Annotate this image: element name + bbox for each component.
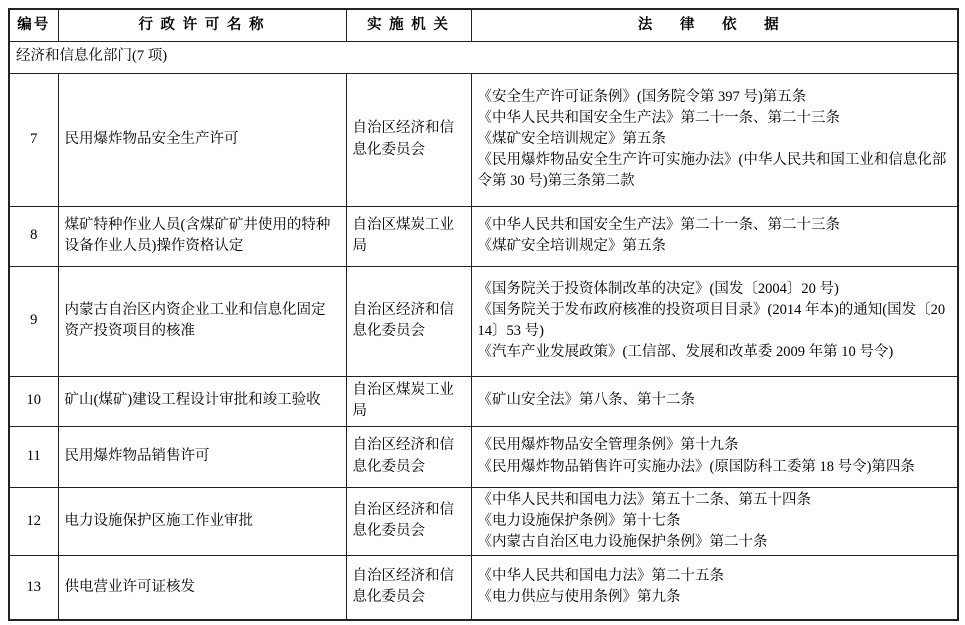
table-row [9, 555, 958, 620]
cell-agency: 自治区煤炭工业局 [346, 376, 471, 426]
table-row [9, 266, 958, 376]
cell-legal-basis [471, 487, 958, 555]
cell-legal-basis [471, 206, 958, 266]
legal-basis-line: 《民用爆炸物品销售许可实施办法》(原国防科工委第 18 号令)第四条 [477, 458, 915, 475]
legal-basis-line: 《国务院关于投资体制改革的决定》(国发〔2004〕20 号) [477, 280, 839, 297]
legal-basis-line: 《煤矿安全培训规定》第五条 [477, 130, 666, 147]
cell-legal-basis [471, 555, 958, 620]
legal-basis-line: 《矿山安全法》第八条、第十二条 [477, 392, 695, 409]
cell-agency: 自治区经济和信息化委员会 [346, 73, 471, 206]
header-legal-basis: 法 律 依 据 [471, 9, 958, 41]
legal-basis-line: 《电力供应与使用条例》第九条 [477, 589, 681, 606]
legal-basis-line: 《煤矿安全培训规定》第五条 [477, 238, 666, 254]
header-agency: 实 施 机 关 [346, 9, 471, 41]
cell-permit-number: 7 [9, 73, 58, 206]
legal-basis-line: 《国务院关于发布政府核准的投资项目目录》(2014 年本)的通知(国发〔2014〕53 号) [477, 301, 946, 339]
legal-basis-line: 《中华人民共和国电力法》第五十二条、第五十四条 [477, 491, 811, 508]
cell-permit-name: 民用爆炸物品销售许可 [58, 426, 346, 487]
legal-basis-line: 《内蒙古自治区电力设施保护条例》第二十条 [477, 533, 768, 550]
legal-basis-line: 《民用爆炸物品安全生产许可实施办法》(中华人民共和国工业和信息化部令第 30 号)第三条第二款 [477, 152, 947, 190]
cell-permit-number: 9 [9, 266, 58, 376]
cell-permit-number: 13 [9, 555, 58, 620]
cell-agency: 自治区经济和信息化委员会 [346, 555, 471, 620]
section-title: 经济和信息化部门(7 项) [9, 41, 958, 73]
cell-agency: 自治区经济和信息化委员会 [346, 487, 471, 555]
legal-basis-line: 《中华人民共和国安全生产法》第二十一条、第二十三条 [477, 216, 840, 233]
table-row [9, 426, 958, 487]
header-permit-name: 行 政 许 可 名 称 [58, 9, 346, 41]
legal-basis-line: 《民用爆炸物品安全管理条例》第十九条 [477, 437, 739, 454]
permits-table [8, 8, 959, 621]
cell-permit-number: 10 [9, 376, 58, 426]
cell-permit-name: 内蒙古自治区内资企业工业和信息化固定资产投资项目的核准 [58, 266, 346, 376]
cell-permit-name: 矿山(煤矿)建设工程设计审批和竣工验收 [58, 376, 346, 426]
cell-agency: 自治区煤炭工业局 [346, 206, 471, 266]
legal-basis-line: 《电力设施保护条例》第十七条 [477, 512, 681, 529]
table-row [9, 73, 958, 206]
table-row [9, 487, 958, 555]
table-row [9, 206, 958, 266]
cell-permit-name: 供电营业许可证核发 [58, 555, 346, 620]
legal-basis-line: 《中华人民共和国电力法》第二十五条 [477, 568, 724, 585]
legal-basis-line: 《安全生产许可证条例》(国务院令第 397 号)第五条 [477, 88, 807, 105]
cell-permit-name: 煤矿特种作业人员(含煤矿矿井使用的特种设备作业人员)操作资格认定 [58, 206, 346, 266]
legal-basis-line: 《中华人民共和国安全生产法》第二十一条、第二十三条 [477, 109, 840, 126]
header-permit-number: 编号 [9, 9, 58, 41]
cell-permit-name: 民用爆炸物品安全生产许可 [58, 73, 346, 206]
cell-permit-number: 8 [9, 206, 58, 266]
cell-legal-basis [471, 426, 958, 487]
legal-basis-line: 《汽车产业发展政策》(工信部、发展和改革委 2009 年第 10 号令) [477, 344, 894, 361]
cell-legal-basis [471, 266, 958, 376]
table-header-row [9, 9, 958, 41]
cell-legal-basis [471, 73, 958, 206]
cell-agency: 自治区经济和信息化委员会 [346, 426, 471, 487]
cell-legal-basis [471, 376, 958, 426]
cell-permit-name: 电力设施保护区施工作业审批 [58, 487, 346, 555]
section-row [9, 41, 958, 73]
table-row [9, 376, 958, 426]
cell-permit-number: 11 [9, 426, 58, 487]
cell-permit-number: 12 [9, 487, 58, 555]
cell-agency: 自治区经济和信息化委员会 [346, 266, 471, 376]
